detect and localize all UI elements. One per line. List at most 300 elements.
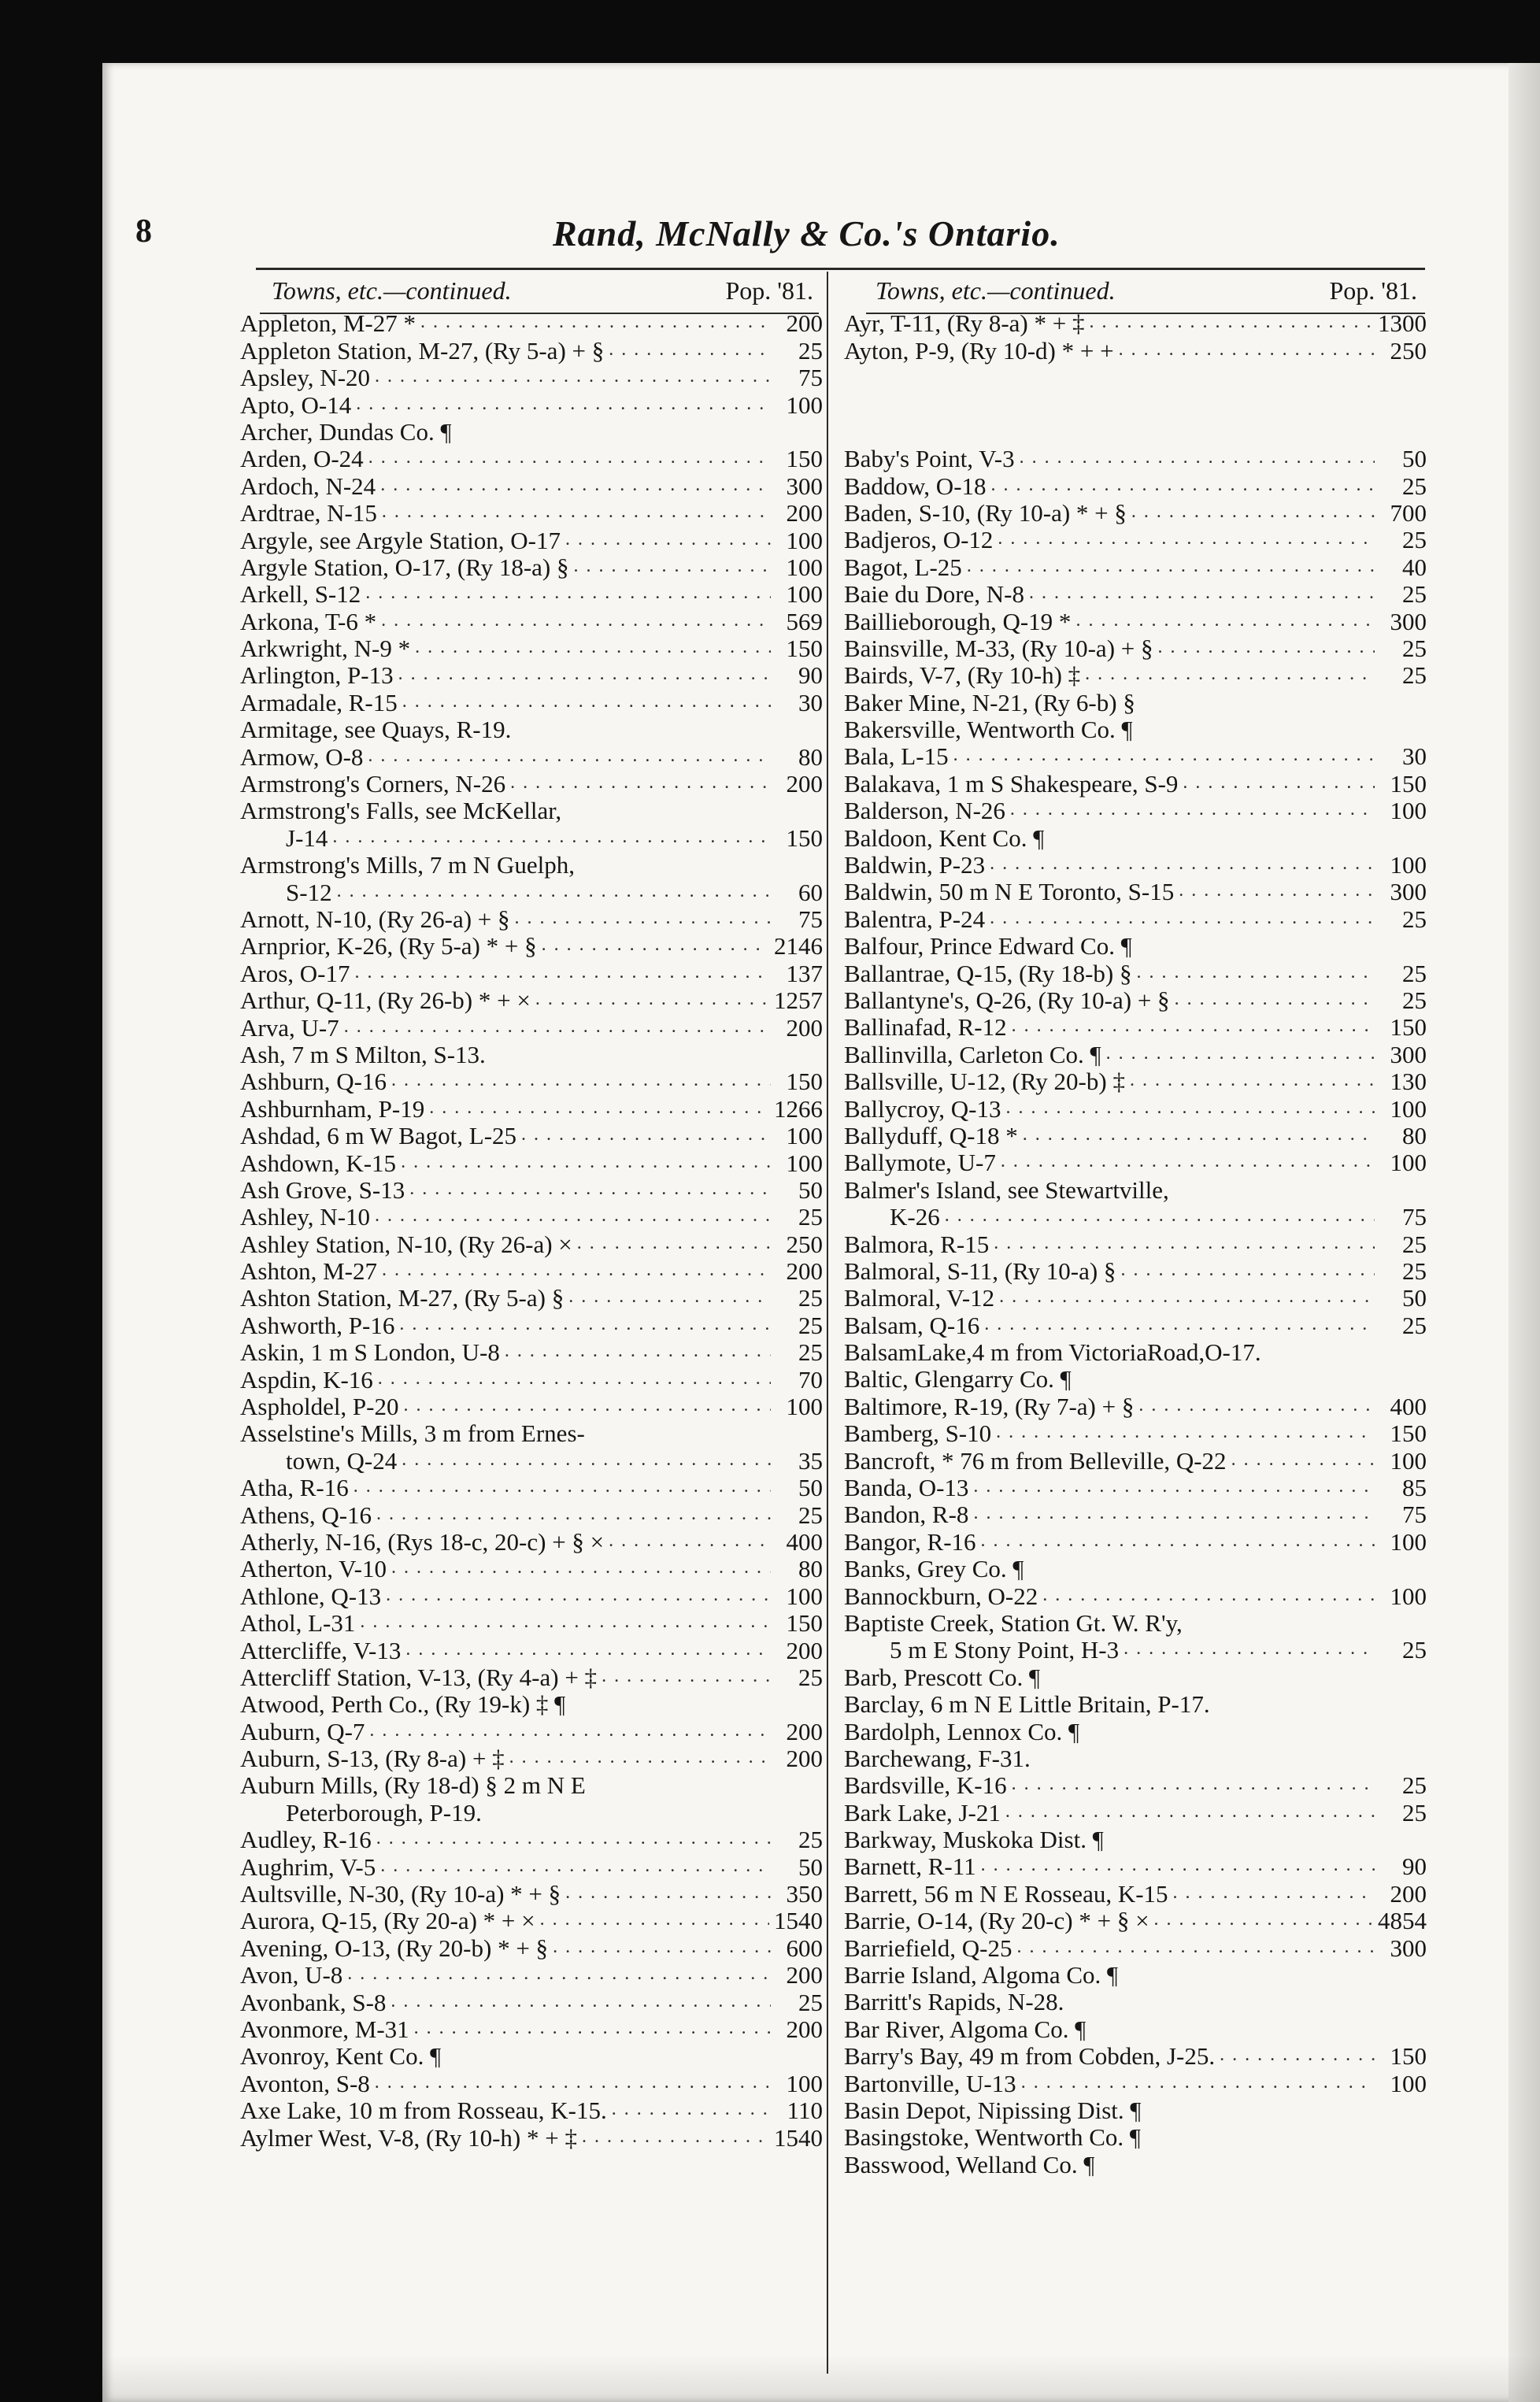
entry-name: Bagot, L-25 [844, 553, 962, 581]
leader-dots [981, 1854, 1375, 1881]
entry-name: Ash Grove, S-13 [240, 1175, 405, 1204]
leader-dots [360, 1611, 771, 1638]
entry-population: 25 [1402, 1257, 1427, 1285]
gazetteer-entry [844, 1664, 1427, 1691]
entry-name: Asselstine's Mills, 3 m from Ernes- [240, 1419, 585, 1448]
leader-dots [404, 1393, 772, 1420]
gazetteer-entry [240, 1096, 823, 1123]
leader-dots [945, 1205, 1375, 1231]
entry-name: Bairds, V-7, (Ry 10-h) ‡ [844, 661, 1081, 690]
leader-dots [990, 852, 1375, 879]
gazetteer-entry [240, 662, 823, 689]
leader-dots [505, 1340, 771, 1367]
entry-name: Bar River, Algoma Co. ¶ [844, 2015, 1087, 2043]
entry-name: Baltic, Glengarry Co. ¶ [844, 1365, 1072, 1393]
entry-population: 150 [786, 823, 823, 852]
entry-name: town, Q-24 [286, 1446, 398, 1475]
leader-dots [984, 1312, 1375, 1339]
gazetteer-entry [844, 2152, 1427, 2178]
leader-dots [1130, 1069, 1375, 1096]
entry-population: 100 [786, 526, 823, 554]
entry-name: Basingstoke, Wentworth Co. ¶ [844, 2123, 1141, 2152]
gazetteer-entry [240, 2097, 823, 2124]
entry-population: 40 [1402, 553, 1427, 581]
gazetteer-entry [240, 1204, 823, 1231]
entry-name: Baillieborough, Q-19 * [844, 607, 1072, 635]
leader-dots [516, 717, 771, 744]
entry-population: 100 [786, 2069, 823, 2097]
gazetteer-entry [240, 960, 823, 987]
entry-name: Balderson, N-26 [844, 797, 1005, 825]
gazetteer-entry [844, 1042, 1427, 1068]
gazetteer-entry [844, 879, 1427, 905]
leader-dots [1140, 690, 1375, 716]
gazetteer-entry [240, 1231, 823, 1258]
gazetteer-entry [844, 1556, 1427, 1582]
gazetteer-entry [844, 1149, 1427, 1176]
entry-name: Aylmer West, V-8, (Ry 10-h) * + ‡ [240, 2123, 577, 2152]
entry-name: Ashton Station, M-27, (Ry 5-a) § [240, 1284, 565, 1312]
leader-dots [429, 1096, 769, 1123]
gazetteer-entry [240, 1638, 823, 1664]
gazetteer-entry [844, 1204, 1427, 1231]
entry-name: Bardolph, Lennox Co. ¶ [844, 1717, 1080, 1745]
gazetteer-entry [844, 1068, 1427, 1095]
entry-population: 200 [786, 2015, 823, 2043]
leader-dots [1099, 2152, 1375, 2178]
leader-dots [973, 1475, 1375, 1501]
entry-name: Barritt's Rapids, N-28. [844, 1988, 1064, 2016]
entry-name: Ayr, T-11, (Ry 8-a) * + ‡ [844, 309, 1085, 338]
leader-dots [602, 1664, 771, 1691]
gazetteer-entry [844, 690, 1427, 716]
leader-dots [1023, 1123, 1375, 1149]
leader-dots [398, 663, 771, 690]
leader-dots [368, 744, 771, 771]
leader-dots [1119, 338, 1375, 365]
entry-name: Apto, O-14 [240, 390, 352, 419]
gazetteer-entry [844, 1475, 1427, 1501]
entry-name: Appleton, M-27 * [240, 309, 416, 338]
entry-population: 25 [798, 1284, 823, 1312]
gazetteer-entry [844, 338, 1427, 365]
entry-name: Banks, Grey Co. ¶ [844, 1555, 1024, 1583]
leader-dots [1123, 1962, 1375, 1989]
entry-population: 400 [786, 1527, 823, 1556]
entry-population: 50 [1402, 445, 1427, 473]
leader-dots [996, 1421, 1375, 1448]
leader-dots [382, 1258, 771, 1285]
leader-dots [405, 1638, 771, 1664]
entry-name: Arva, U-7 [240, 1013, 339, 1042]
gazetteer-entry [240, 1962, 823, 1989]
gazetteer-entry [844, 1339, 1427, 1366]
entry-name: Avonbank, S-8 [240, 1988, 387, 2016]
gazetteer-entry [844, 906, 1427, 933]
entry-population: 150 [1390, 2042, 1427, 2071]
entry-population: 25 [1402, 1798, 1427, 1826]
leader-dots [1035, 1745, 1375, 1772]
entry-population: 25 [1402, 580, 1427, 609]
gazetteer-entry [844, 473, 1427, 500]
entry-name: Armstrong's Falls, see McKellar, [240, 797, 562, 825]
leader-dots [967, 554, 1375, 581]
gazetteer-entry [240, 2043, 823, 2070]
entry-name: Ardtrae, N-15 [240, 499, 377, 527]
leader-dots [1146, 2097, 1375, 2124]
leader-dots [1012, 1015, 1375, 1042]
gazetteer-entry [240, 1556, 823, 1582]
header-rule [256, 268, 1425, 270]
entry-population: 400 [1390, 1392, 1427, 1420]
entry-name: Balmora, R-15 [844, 1230, 990, 1258]
entry-name: Auburn Mills, (Ry 18-d) § 2 m N E [240, 1771, 586, 1800]
gazetteer-entry [844, 825, 1427, 852]
gazetteer-entry [240, 1420, 823, 1447]
leader-dots [609, 1529, 771, 1556]
entry-name: Atwood, Perth Co., (Ry 19-k) ‡ ¶ [240, 1690, 566, 1719]
gazetteer-entry [240, 852, 823, 879]
entry-name: Avonroy, Kent Co. ¶ [240, 2042, 442, 2071]
entry-name: Ballinvilla, Carleton Co. ¶ [844, 1040, 1101, 1068]
entry-population: 1266 [774, 1094, 823, 1123]
gazetteer-entry [240, 419, 823, 446]
leader-dots [510, 771, 771, 798]
gazetteer-entry [240, 987, 823, 1014]
leader-dots [1068, 1989, 1375, 2016]
gazetteer-entry [240, 771, 823, 798]
entry-name: Arthur, Q-11, (Ry 26-b) * + × [240, 986, 531, 1015]
leader-dots [582, 2125, 769, 2152]
entry-population: 90 [1402, 1852, 1427, 1881]
entry-population: 25 [798, 1663, 823, 1691]
leader-dots [999, 1286, 1375, 1312]
leader-dots [356, 392, 771, 419]
gazetteer-entry [844, 1366, 1427, 1393]
entry-population: 130 [1390, 1068, 1427, 1096]
entry-population: 150 [786, 1609, 823, 1638]
entry-population: 300 [1390, 1934, 1427, 1962]
gazetteer-entry [844, 1583, 1427, 1610]
entry-name: Bardsville, K-16 [844, 1771, 1007, 1800]
leader-dots [1173, 1881, 1375, 1908]
leader-dots [375, 2071, 771, 2097]
gazetteer-entry [240, 1042, 823, 1068]
gazetteer-entry [240, 310, 823, 337]
gazetteer-entry [240, 365, 823, 391]
entry-population: 100 [1390, 1582, 1427, 1610]
leader-dots [375, 365, 771, 392]
column-divider [827, 272, 828, 2374]
leader-dots [579, 853, 771, 879]
leader-dots [391, 1556, 771, 1583]
entry-population: 200 [786, 1717, 823, 1745]
entry-population: 100 [786, 553, 823, 581]
entry-name: Ashburn, Q-16 [240, 1068, 387, 1096]
entry-name: Bark Lake, J-21 [844, 1798, 1001, 1826]
gazetteer-entry [844, 2043, 1427, 2070]
leader-dots [542, 934, 769, 960]
gazetteer-entry [240, 1989, 823, 2016]
entry-population: 25 [798, 1826, 823, 1854]
entry-name: Ballantrae, Q-15, (Ry 18-b) § [844, 959, 1132, 987]
leader-dots [386, 1583, 771, 1610]
entry-population: 350 [786, 1880, 823, 1908]
gazetteer-entry [240, 1745, 823, 1772]
entry-population: 75 [1402, 1501, 1427, 1529]
entry-population: 200 [786, 1961, 823, 1989]
gazetteer-entry [844, 1014, 1427, 1041]
entry-name: Arkell, S-12 [240, 580, 361, 609]
gazetteer-entry [844, 1312, 1427, 1339]
leader-dots [1076, 1367, 1375, 1393]
leader-dots [1124, 1638, 1375, 1664]
left-column-heading [240, 277, 823, 307]
entry-name: Basswood, Welland Co. ¶ [844, 2150, 1095, 2178]
gazetteer-entry [240, 1610, 823, 1637]
gazetteer-entry [240, 2125, 823, 2152]
leader-dots [382, 501, 771, 527]
entry-name: Argyle Station, O-17, (Ry 18-a) § [240, 553, 569, 581]
gazetteer-entry [844, 1393, 1427, 1420]
gazetteer-entry [240, 392, 823, 419]
leader-dots [1138, 716, 1375, 743]
entry-name: Barry's Bay, 49 m from Cobden, J-25. [844, 2042, 1216, 2071]
entry-population: 4854 [1378, 1907, 1427, 1935]
entry-population: 25 [798, 1311, 823, 1339]
gazetteer-entry [240, 798, 823, 824]
left-entries-list [240, 310, 823, 2152]
leader-dots [1266, 1339, 1375, 1366]
entry-population: 2146 [774, 932, 823, 960]
leader-dots [376, 1827, 771, 1854]
leader-dots [1187, 1610, 1375, 1637]
gazetteer-entry [844, 771, 1427, 798]
leader-dots [1021, 2071, 1375, 2097]
gazetteer-entry [240, 554, 823, 581]
entry-name: Avonmore, M-31 [240, 2015, 409, 2043]
gazetteer-entry [240, 1664, 823, 1691]
gazetteer-entry [240, 2071, 823, 2097]
gazetteer-entry [240, 744, 823, 771]
entry-name: Auburn, Q-7 [240, 1717, 365, 1745]
left-pop-heading: Pop. '81. [725, 276, 813, 305]
gazetteer-entry [844, 1826, 1427, 1853]
leader-dots [1106, 1042, 1375, 1068]
leader-dots [609, 338, 771, 365]
leader-dots [347, 1963, 771, 1989]
leader-dots [998, 527, 1375, 554]
leader-dots [1158, 635, 1375, 662]
entry-name: 5 m E Stony Point, H-3 [890, 1636, 1120, 1664]
entry-population: 25 [1402, 986, 1427, 1014]
gazetteer-entry [844, 527, 1427, 553]
leader-dots [1010, 798, 1375, 825]
leader-dots [1085, 663, 1375, 690]
entry-name: Ashworth, P-16 [240, 1311, 395, 1339]
entry-name: Avon, U-8 [240, 1961, 343, 1989]
entry-population: 50 [798, 1175, 823, 1204]
leader-dots [1090, 2016, 1375, 2043]
leader-dots [355, 960, 772, 987]
entry-name: Apsley, N-20 [240, 364, 371, 392]
leader-dots [380, 1854, 771, 1881]
leader-dots [415, 635, 771, 662]
leader-dots [1174, 1177, 1375, 1204]
entry-name: Baldwin, 50 m N E Toronto, S-15 [844, 878, 1175, 906]
entry-name: Baddow, O-18 [844, 472, 987, 500]
page-edge [1509, 63, 1540, 2402]
page-shadow [102, 2355, 1540, 2402]
entry-population: 250 [786, 1230, 823, 1258]
gazetteer-entry [844, 1745, 1427, 1772]
leader-dots [574, 554, 772, 581]
leader-dots [344, 1015, 771, 1042]
leader-dots [990, 906, 1375, 933]
gazetteer-entry [240, 1773, 823, 1800]
entry-population: 1540 [774, 2123, 823, 2152]
gazetteer-entry [240, 933, 823, 960]
leader-dots [399, 1312, 771, 1339]
gazetteer-entry [240, 1393, 823, 1420]
gazetteer-entry [844, 1854, 1427, 1881]
entry-name: Barb, Prescott Co. ¶ [844, 1663, 1041, 1691]
leader-dots [365, 582, 771, 609]
right-column-heading [844, 277, 1427, 307]
entry-population: 150 [786, 635, 823, 663]
gazetteer-entry [240, 1285, 823, 1312]
entry-name: J-14 [286, 823, 328, 852]
gazetteer-entry [844, 2124, 1427, 2151]
entry-population: 200 [786, 309, 823, 338]
entry-name: Armstrong's Corners, N-26 [240, 770, 506, 798]
gazetteer-entry [844, 2016, 1427, 2043]
leader-dots [1231, 1448, 1375, 1475]
entry-population: 100 [1390, 1446, 1427, 1475]
gazetteer-entry [240, 1015, 823, 1042]
entry-name: Baie du Dore, N-8 [844, 580, 1024, 609]
entry-population: 150 [786, 1068, 823, 1096]
entry-name: Baptiste Creek, Station Gt. W. R'y, [844, 1608, 1183, 1637]
entry-population: 25 [798, 1338, 823, 1367]
leader-dots [509, 1746, 771, 1773]
gazetteer-entry [844, 310, 1427, 337]
entry-population: 100 [1390, 1094, 1427, 1123]
entry-population: 300 [1390, 607, 1427, 635]
entry-name: Barrett, 56 m N E Rosseau, K-15 [844, 1879, 1168, 1908]
leader-dots [1131, 500, 1375, 527]
entry-name: Balmoral, S-11, (Ry 10-a) § [844, 1257, 1116, 1285]
gazetteer-entry [844, 933, 1427, 960]
entry-population: 25 [1402, 959, 1427, 987]
gazetteer-entry [240, 1800, 823, 1826]
page-header [135, 213, 1427, 260]
entry-name: Armadale, R-15 [240, 688, 398, 716]
entry-population: 200 [786, 1257, 823, 1286]
leader-dots [409, 1177, 771, 1204]
entry-population: 200 [786, 1636, 823, 1664]
entry-name: Avening, O-13, (Ry 20-b) * + § [240, 1934, 549, 1962]
entry-name: Ballsville, U-12, (Ry 20-b) ‡ [844, 1068, 1125, 1096]
leader-dots [570, 1692, 771, 1719]
entry-population: 1540 [774, 1907, 823, 1935]
entry-population: 110 [787, 2097, 823, 2125]
gazetteer-entry [844, 852, 1427, 879]
gazetteer-entry [844, 2097, 1427, 2124]
leader-dots [446, 2044, 771, 2071]
entry-population: 25 [1402, 1771, 1427, 1800]
leader-dots [1045, 1664, 1375, 1691]
entry-population: 100 [786, 390, 823, 419]
entry-population: 25 [1402, 634, 1427, 662]
gazetteer-entry [240, 1123, 823, 1149]
gazetteer-entry [240, 1826, 823, 1853]
entry-name: Ashdown, K-15 [240, 1149, 397, 1177]
entry-name: Arkwright, N-9 * [240, 635, 411, 663]
gazetteer-entry [844, 1691, 1427, 1718]
gazetteer-entry [240, 1854, 823, 1881]
entry-name: Balmoral, V-12 [844, 1284, 995, 1312]
entry-population: 75 [1402, 1203, 1427, 1231]
gazetteer-entry [240, 906, 823, 933]
leader-dots [1215, 1692, 1375, 1719]
entry-population: 300 [1390, 1040, 1427, 1068]
gazetteer-entry [844, 1637, 1427, 1664]
entry-name: Bainsville, M-33, (Ry 10-a) + § [844, 634, 1153, 662]
entry-population: 100 [786, 580, 823, 609]
leader-dots [378, 1367, 771, 1393]
entry-name: Appleton Station, M-27, (Ry 5-a) + § [240, 336, 605, 365]
leader-dots [391, 1069, 771, 1096]
entry-name: Aspdin, K-16 [240, 1365, 373, 1393]
leader-dots [565, 527, 771, 554]
entry-name: Auburn, S-13, (Ry 8-a) + ‡ [240, 1745, 505, 1773]
leader-dots [568, 1286, 771, 1312]
entry-name: Baldoon, Kent Co. ¶ [844, 823, 1045, 852]
gazetteer-entry [844, 1231, 1427, 1258]
gazetteer-entry [240, 1529, 823, 1556]
entry-population: 137 [786, 959, 823, 987]
leader-dots [369, 1719, 771, 1745]
leader-dots [391, 1989, 771, 2016]
left-column [240, 277, 823, 2152]
leader-dots [487, 1800, 771, 1826]
gazetteer-entry [844, 609, 1427, 635]
gazetteer-entry [240, 1935, 823, 1962]
entry-population: 100 [786, 1149, 823, 1177]
right-entries-list [844, 446, 1427, 2178]
entry-name: Baldwin, P-23 [844, 851, 986, 879]
page-number: 8 [135, 213, 152, 250]
gazetteer-entry [240, 338, 823, 365]
leader-dots [1029, 582, 1375, 609]
leader-dots [577, 1231, 771, 1258]
entry-name: Bancroft, * 76 m from Belleville, Q-22 [844, 1446, 1227, 1475]
entry-name: Barriefield, Q-25 [844, 1934, 1012, 1962]
leader-dots [381, 609, 771, 635]
entry-population: 25 [798, 1988, 823, 2016]
entry-population: 200 [786, 1013, 823, 1042]
entry-population: 75 [798, 364, 823, 392]
gazetteer-entry [844, 1908, 1427, 1934]
entry-name: Attercliff Station, V-13, (Ry 4-a) + ‡ [240, 1663, 598, 1691]
gazetteer-entry [240, 825, 823, 852]
entry-population: 30 [1402, 742, 1427, 771]
entry-name: Athens, Q-16 [240, 1501, 372, 1529]
leader-dots [1109, 1827, 1375, 1854]
entry-population: 1300 [1378, 309, 1427, 338]
leader-dots [420, 311, 771, 338]
